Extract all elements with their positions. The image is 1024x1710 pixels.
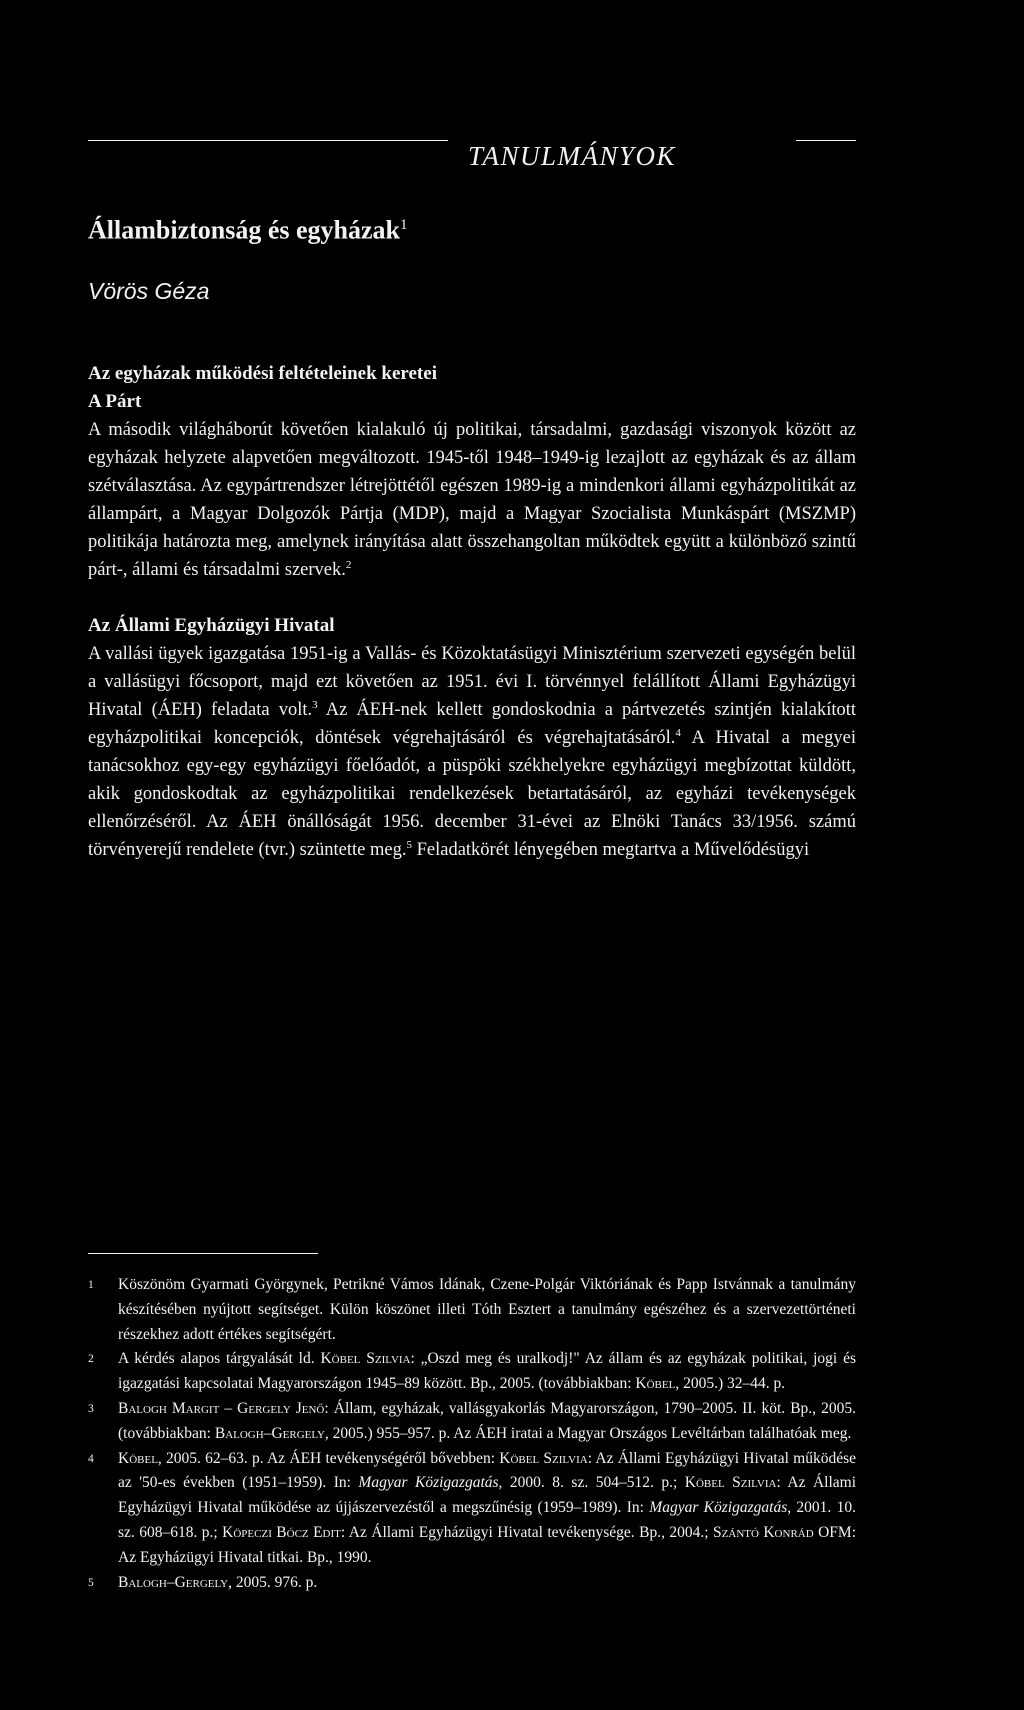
paragraph-2 — [88, 640, 856, 864]
cited-author: Köbel Szilvia — [684, 1474, 777, 1492]
article-title-text: Állambiztonság és egyházak — [88, 215, 400, 245]
footnote-ref-4[interactable]: 4 — [675, 726, 681, 739]
footnote-text: : Állam, egyházak, vallásgyakorlás Magyarországon, 1790–2005. II. köt. Bp., 2005. (továbbiakban: — [118, 1399, 856, 1442]
cited-author: Köbel Szilvia — [499, 1449, 588, 1467]
section-heading-2: Az Állami Egyházügyi Hivatal — [88, 615, 335, 636]
footnote-text: : Az Állami Egyházügyi Hivatal működése az újjászervezéstől a megszűnésig (1959–1989). In: — [118, 1474, 857, 1517]
footnote-text: OFM: Az Egyházügyi Hivatal titkai. Bp., 1990. — [118, 1523, 857, 1566]
footnote-1 — [88, 1273, 856, 1347]
footnote-text: , 2005. 976. p. — [228, 1573, 318, 1591]
footnote-text: , 2005. 62–63. p. Az ÁEH tevékenységéről bővebben: — [157, 1449, 500, 1467]
footnote-number: 1 — [88, 1279, 94, 1291]
footnote-text: A kérdés alapos tárgyalását ld. — [118, 1350, 321, 1368]
footnote-ref-2[interactable]: 2 — [345, 558, 352, 571]
section-title: TANULMÁNYOK — [468, 141, 677, 171]
cited-author: Köbel — [635, 1375, 676, 1393]
footnote-number: 5 — [88, 1576, 94, 1589]
title-footnote-ref[interactable]: 1 — [400, 217, 408, 233]
footnote-2 — [88, 1347, 856, 1397]
footnote-text: : Az Állami Egyházügyi Hivatal működése az '50-es években (1951–1959). In: — [118, 1449, 857, 1492]
footnote-4 — [88, 1447, 856, 1571]
article-body — [88, 360, 856, 864]
cited-author: Köbel — [118, 1449, 158, 1467]
footnote-text: , 2001. 10. sz. 608–618. p.; — [118, 1499, 857, 1541]
article-author: Vörös Géza — [88, 278, 210, 304]
paragraph-2-sentence-3: A Hivatal a megyei tanácsokhoz egy-egy egyházügyi főelőadót, a püspöki székhelyekre egyházügyi megbízottat küldött, akik gondoskodtak az egyházpolitikai rendelkezések betartatásáról, az egyházi tevékenységek ellenőrzéséről. Az ÁEH önállóságát 1956. december 31-évei az Elnöki Tanács 33/1956. számú törvényerejű rendelete (tvr.) szüntette meg. — [88, 728, 856, 860]
paragraph-2-sentence-4: Feladatkörét lényegében megtartva a Művelődésügyi — [411, 840, 810, 860]
cited-author: Balogh–Gergely — [118, 1573, 229, 1591]
cited-author: Balogh Margit – Gergely Jenő — [118, 1399, 325, 1417]
header-rule-right — [796, 140, 856, 141]
footnote-number: 3 — [88, 1402, 94, 1415]
subsection-heading-party: A Párt — [88, 391, 142, 412]
footnote-text: Köszönöm Gyarmati Györgynek, Petrikné Vámos Idának, Czene-Polgár Viktóriának és Papp Istvánnak a tanulmány készítésében nyújtott segítséget. Külön köszönet illeti Tóth Esztert a tanulmány egészéhez és a szervezettörténeti részekhez adott értékes segítségért. — [118, 1276, 856, 1343]
paragraph-1-text: A második világháborút követően kialakuló új politikai, társadalmi, gazdasági viszonyok között az egyházak helyzete alapvetően megváltozott. 1945-től 1948–1949-ig lezajlott az egyházak és az állam szétválasztása. Az egypártrendszer létrejöttétől egészen 1989-ig a mindenkori állami egyházpolitikát az állampárt, a Magyar Dolgozók Pártja (MDP), majd a Magyar Szocialista Munkáspárt (MSZMP) politikája határozta meg, amelynek irányítása alatt összehangoltan működtek együtt a különböző szintű párt-, állami és társadalmi szervek. — [88, 420, 856, 580]
footnote-ref-5[interactable]: 5 — [406, 838, 412, 851]
footnotes — [88, 1273, 856, 1595]
cited-author: Szántó Konrád — [713, 1523, 814, 1541]
section-gap — [88, 584, 856, 612]
footnote-text: , 2005.) 955–957. p. Az ÁEH iratai a Magyar Országos Levéltárban találhatóak meg. — [324, 1424, 852, 1442]
article-title — [88, 208, 408, 248]
footnote-number: 2 — [88, 1353, 94, 1366]
journal-title: Magyar Közigazgatás — [358, 1474, 499, 1492]
journal-title: Magyar Közigazgatás — [649, 1499, 788, 1517]
running-header — [88, 138, 856, 174]
paragraph-2-sentence-1: A vallási ügyek igazgatása 1951-ig a Vallás- és Közoktatásügyi Minisztérium szervezeti egységén belül a vallásügyi főcsoport, majd ezt követően az 1951. évi I. törvénnyel felállított Állami Egyházügyi Hivatal (ÁEH) feladata volt. — [88, 644, 856, 720]
paragraph-1 — [88, 416, 856, 584]
footnote-separator — [88, 1253, 318, 1254]
header-rule-left — [88, 140, 448, 141]
cited-author: Köbel Szilvia — [320, 1350, 411, 1368]
cited-author: Balogh–Gergely — [214, 1424, 325, 1442]
footnote-ref-3[interactable]: 3 — [312, 698, 318, 711]
paragraph-2-sentence-2: Az ÁEH-nek kellett gondoskodnia a pártvezetés szintjén kialakított egyházpolitikai koncepciók, döntések végrehajtásáról és végrehajtatásáról. — [88, 700, 857, 748]
footnote-text: : Az Állami Egyházügyi Hivatal tevékenysége. Bp., 2004.; — [340, 1523, 714, 1541]
footnote-text: , 2000. 8. sz. 504–512. p.; — [498, 1474, 685, 1492]
section-heading-1: Az egyházak működési feltételeinek keretei — [88, 363, 437, 384]
footnote-text: , 2005.) 32–44. p. — [675, 1375, 786, 1393]
footnote-3 — [88, 1397, 856, 1447]
footnote-text: : „Oszd meg és uralkodj!" Az állam és az egyházak politikai, jogi és igazgatási kapcsolatai Magyarországon 1945–89 között. Bp., 2005. (továbbiakban: — [118, 1350, 856, 1393]
footnote-number: 4 — [88, 1452, 94, 1465]
cited-author: Köpeczi Bócz Edit — [222, 1523, 341, 1541]
footnote-5 — [88, 1571, 856, 1596]
